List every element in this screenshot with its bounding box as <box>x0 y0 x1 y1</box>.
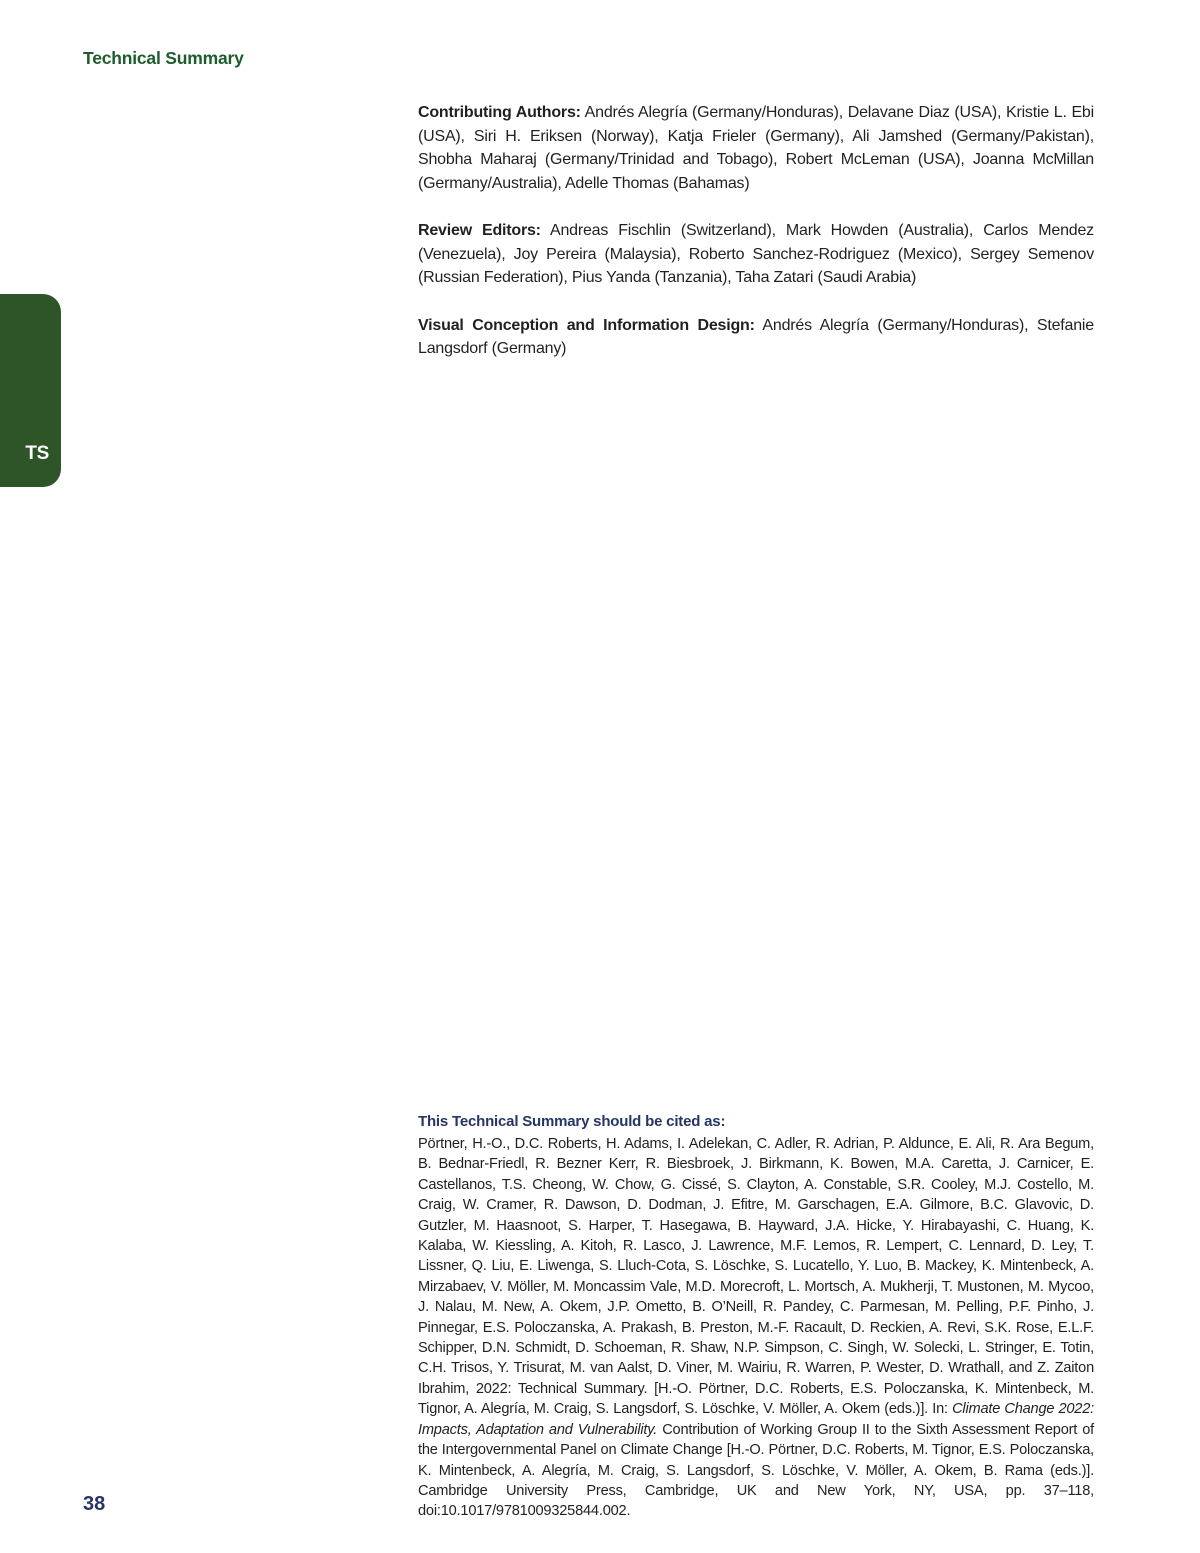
citation-part2: Contribution of Working Group II to the Sixth Assessment Report of the Intergovernmental Panel on Climate Change [H.-O. Pörtner, D.C. Roberts, M. Tignor, E.S. Poloczanska, K. Mintenbeck, A. Alegría, M. Craig, S. Langsdorf, S. Löschke, V. Möller, A. Okem, B. Rama (eds.)]. Cambridge University Press, Cambridge, UK and New York, NY, USA, pp. 37–118, doi:10.1017/9781009325844.002. <box>418 1421 1094 1520</box>
citation-block <box>418 1112 1094 1522</box>
citation-heading: This Technical Summary should be cited as: <box>418 1113 726 1130</box>
page-number: 38 <box>83 1493 106 1515</box>
review-editors-paragraph <box>418 219 1094 290</box>
contributing-authors-paragraph <box>418 101 1094 195</box>
chapter-tab <box>0 294 61 487</box>
paragraph-text: Andreas Fischlin (Switzerland), Mark Howden (Australia), Carlos Mendez (Venezuela), Joy Pereira (Malaysia), Roberto Sanchez-Rodriguez (Mexico), Sergey Semenov (Russian Federation), Pius Yanda (Tanzania), Taha Zatari (Saudi Arabia) <box>418 222 1094 286</box>
citation-part1: Pörtner, H.-O., D.C. Roberts, H. Adams, I. Adelekan, C. Adler, R. Adrian, P. Aldunce, E. Ali, R. Ara Begum, B. Bednar-Friedl, R. Bezner Kerr, R. Biesbroek, J. Birkmann, K. Bowen, M.A. Caretta, J. Carnicer, E. Castellanos, T.S. Cheong, W. Chow, G. Cissé, S. Clayton, A. Constable, S.R. Cooley, M.J. Costello, M. Craig, W. Cramer, R. Dawson, D. Dodman, J. Efitre, M. Garschagen, E.A. Gilmore, B.C. Glavovic, D. Gutzler, M. Haasnoot, S. Harper, T. Hasegawa, B. Hayward, J.A. Hicke, Y. Hirabayashi, C. Huang, K. Kalaba, W. Kiessling, A. Kitoh, R. Lasco, J. Lawrence, M.F. Lemos, R. Lempert, C. Lennard, D. Ley, T. Lissner, Q. Liu, E. Liwenga, S. Lluch-Cota, S. Löschke, S. Lucatello, Y. Luo, B. Mackey, K. Mintenbeck, A. Mirzabaev, V. Möller, M. Moncassim Vale, M.D. Morecroft, L. Mortsch, A. Mukherji, T. Mustonen, M. Mycoo, J. Nalau, M. New, A. Okem, J.P. Ometto, B. O’Neill, R. Pandey, C. Parmesan, M. Pelling, P.F. Pinho, J. Pinnegar, E.S. Poloczanska, A. Prakash, B. Preston, M.-F. Racault, D. Reckien, A. Revi, S.K. Rose, E.L.F. Schipper, D.N. Schmidt, D. Schoeman, R. Shaw, N.P. Simpson, C. Singh, W. Solecki, L. Stringer, E. Totin, C.H. Trisos, Y. Trisurat, M. van Aalst, D. Viner, M. Wairiu, R. Warren, P. Wester, D. Wrathall, and Z. Zaiton Ibrahim, 2022: Technical Summary. [H.-O. Pörtner, D.C. Roberts, E.S. Poloczanska, K. Mintenbeck, M. Tignor, A. Alegría, M. Craig, S. Langsdorf, S. Löschke, V. Möller, A. Okem (eds.)]. In: <box>418 1136 1094 1418</box>
page-header <box>83 48 244 69</box>
paragraph-text: Andrés Alegría (Germany/Honduras), Delavane Diaz (USA), Kristie L. Ebi (USA), Siri H. Eriksen (Norway), Katja Frieler (Germany), Ali Jamshed (Germany/Pakistan), Shobha Maharaj (Germany/Trinidad and Tobago), Robert McLeman (USA), Joanna McMillan (Germany/Australia), Adelle Thomas (Bahamas) <box>418 104 1094 192</box>
citation-italic-title: Climate Change 2022: Impacts, Adaptation and Vulnerability. <box>418 1401 1094 1438</box>
chapter-tab-label: TS <box>25 443 49 464</box>
citation-text <box>418 1134 1094 1522</box>
paragraph-label: Review Editors: <box>418 222 541 239</box>
visual-design-paragraph <box>418 314 1094 361</box>
paragraph-label: Contributing Authors: <box>418 104 581 121</box>
paragraph-label: Visual Conception and Information Design: <box>418 316 755 334</box>
paragraph-text: Andrés Alegría (Germany/Honduras), Stefanie Langsdorf (Germany) <box>418 316 1094 357</box>
page-title: Technical Summary <box>83 48 244 68</box>
authors-section <box>418 101 1094 385</box>
